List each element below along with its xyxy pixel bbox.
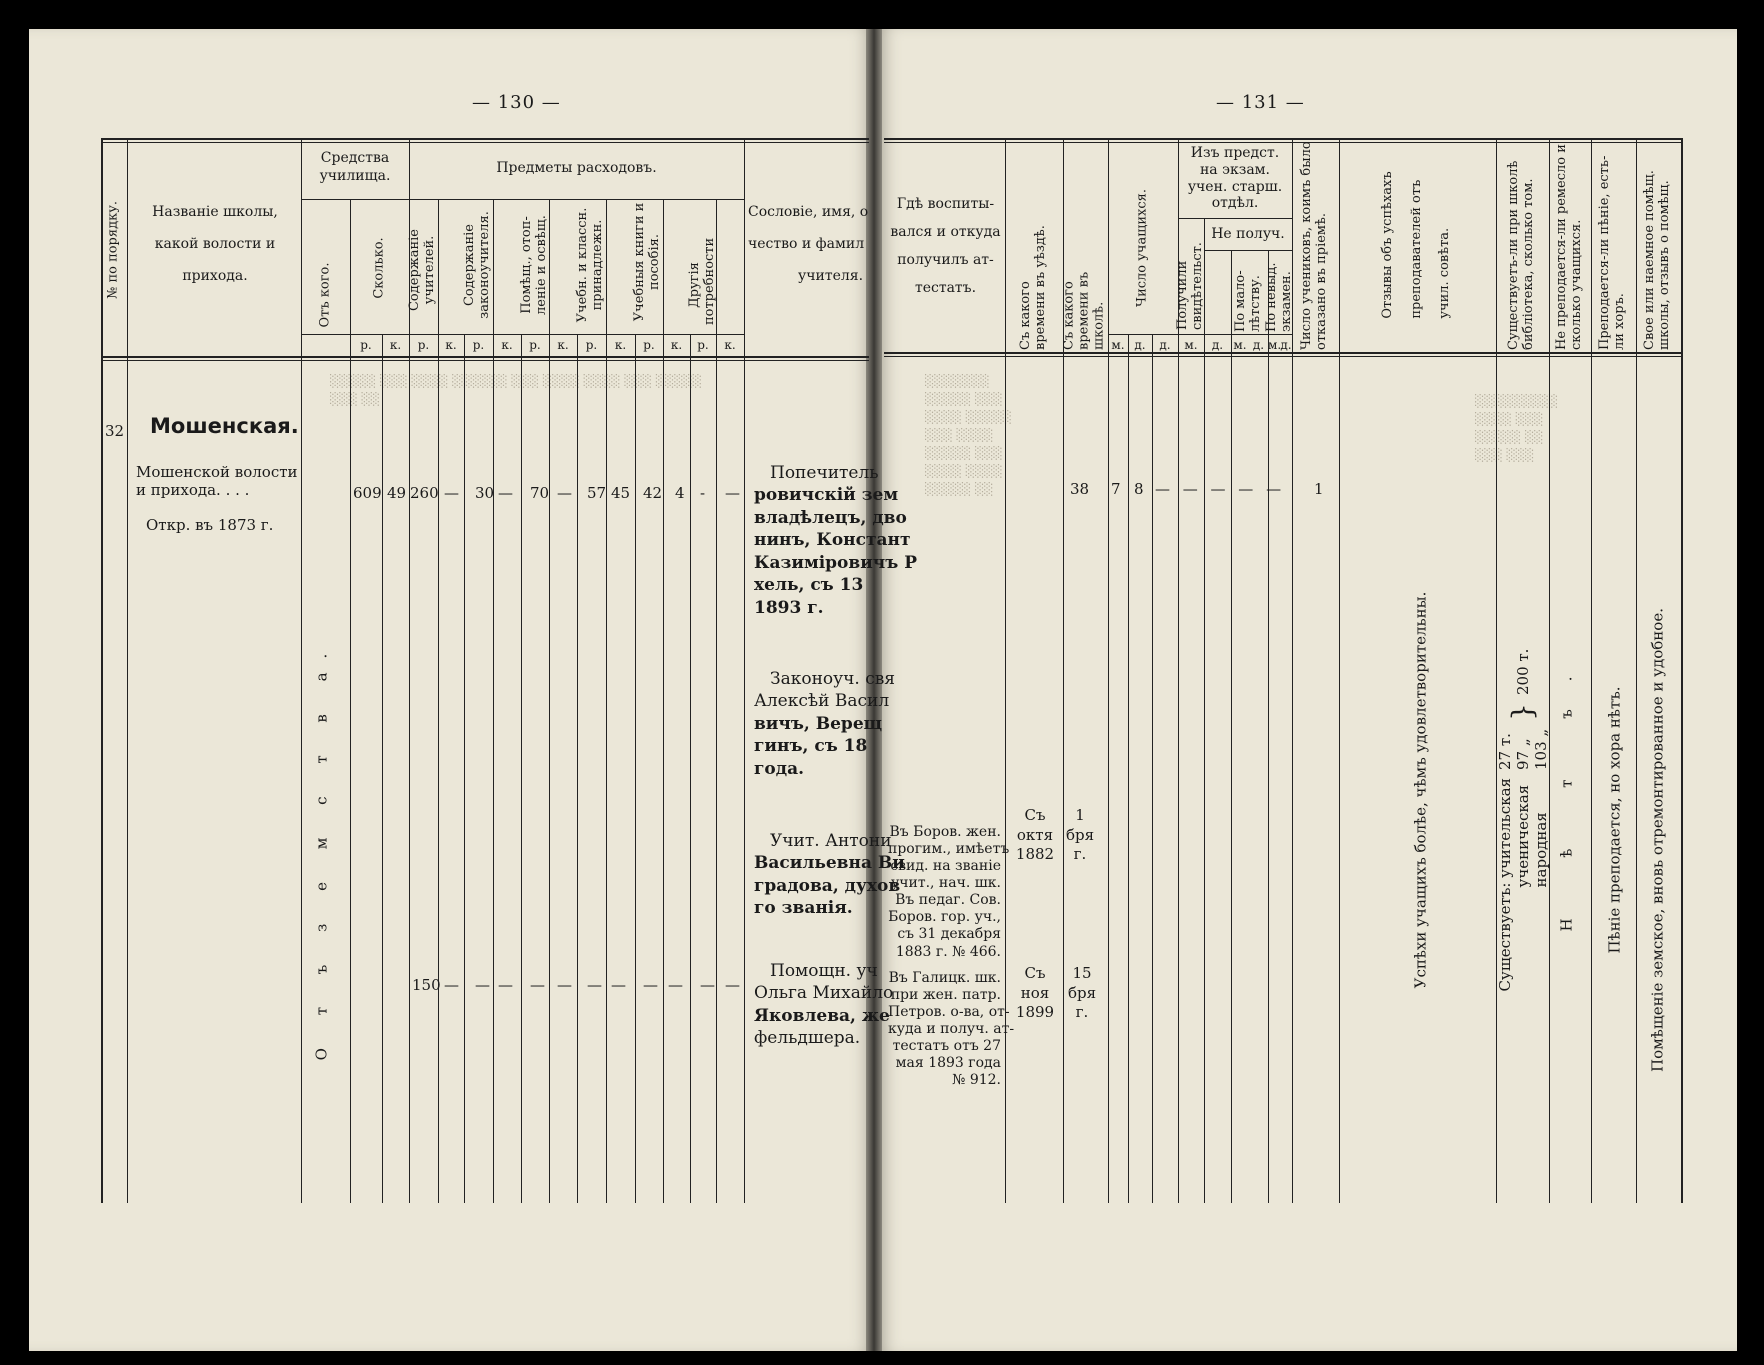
unit-rubles: р.	[472, 338, 485, 352]
law-kopecks: —	[498, 484, 513, 502]
second-row-dash: —	[587, 976, 602, 994]
header-premises: Свое или наемное помѣщ. школы, отзывъ о помѣщ.	[1642, 170, 1672, 350]
page-number-left: — 130 —	[472, 92, 561, 113]
class-kopecks: 45	[611, 484, 631, 502]
books-rubles: 42	[643, 484, 663, 502]
header-exp-teachers: Содержаніе учителей.	[407, 228, 437, 312]
header-not-got: Не получ.	[1211, 226, 1285, 242]
school-opened: Откр. въ 1873 г.	[146, 516, 274, 534]
unit-rubles: р.	[697, 338, 709, 352]
assistant-since-cont: 15 бря г.	[1068, 964, 1097, 1021]
header-singing: Преподается-ли пѣніе, есть-ли хоръ.	[1597, 155, 1627, 350]
unit-female: д.	[1252, 338, 1265, 352]
unit-kopecks: к.	[445, 338, 457, 352]
second-row-dash: —	[475, 976, 490, 994]
teacher-entry: Учит. Антони Васильевна Ви градова, духов го званія.	[754, 831, 905, 919]
unit-male: м.	[1268, 338, 1282, 352]
singing-text: Пѣніе преподается, но хора нѣтъ.	[1605, 686, 1624, 954]
header-expenses: Предметы расходовъ.	[496, 160, 657, 176]
unit-male: м.	[1111, 338, 1125, 352]
craft-text: Н ѣ т ъ.	[1557, 648, 1576, 932]
exam-dashes: — — — — —	[1155, 480, 1286, 498]
header-exp-law: Содержаніе законоучителя.	[462, 211, 492, 319]
trustee-entry: Попечитель ровичскій зем владѣлецъ, дво нинъ, Констант Казиміровичъ Р хель, съ 13 1893 г.	[754, 463, 917, 618]
premises-text: Помѣщеніе земское, вновь отремонтированное и удобное.	[1648, 608, 1667, 1072]
second-row-dash: —	[444, 976, 459, 994]
teacher-column	[746, 360, 917, 1190]
unit-rubles: р.	[529, 338, 541, 352]
unit-female: д.	[1134, 338, 1146, 352]
second-teachers-rubles: 150	[412, 976, 441, 994]
class-rubles: 57	[587, 484, 607, 502]
header-funds: Средства училища.	[319, 150, 391, 184]
second-row-dash: —	[700, 976, 715, 994]
bleed-through-text: ░░░░░ ░░░ ░░░░ ░░░░░░ ░░░ ░░░░ ░░░░ ░░░ ░░░░░ ░░░ ░░	[330, 374, 702, 406]
unit-kopecks: к.	[389, 338, 402, 352]
header-teacher: Сословіе, имя, о чество и фамил учителя.	[748, 204, 869, 285]
funds-source: О т ъ з е м с т в а.	[312, 639, 331, 1061]
second-row-dash: —	[611, 976, 626, 994]
books-kopecks: 4	[675, 484, 685, 502]
header-got-certificate: Получили свидѣтельст.	[1175, 242, 1205, 330]
bleed-through-text: ░░░░░░░░░ ░░░░ ░░░ ░░░░░ ░░ ░░░ ░░░	[1475, 394, 1559, 462]
header-exp-other: Другія потребности	[687, 237, 717, 325]
teachers-kopecks: —	[444, 484, 459, 502]
header-library: Существуетъ-ли при школѣ библіотека, сколько том.	[1506, 160, 1536, 350]
assistant-entry: Помощн. уч Ольга Михайло Яковлева, же фельдшера.	[754, 961, 894, 1049]
second-row-dash: —	[530, 976, 545, 994]
unit-rubles: р.	[360, 338, 372, 352]
law-teacher-entry: Законоуч. свя Алексѣй Васил вичъ, Верещ гинъ, съ 18 года.	[754, 669, 896, 779]
header-number: № по порядку.	[105, 201, 121, 299]
unit-male: м.	[1184, 338, 1198, 352]
unit-female: д.	[1211, 338, 1224, 352]
unit-kopecks: к.	[724, 338, 736, 352]
assistant-since: Съ ноя 1899	[1015, 964, 1055, 1021]
page-number-right: — 131 —	[1216, 92, 1305, 113]
premises-kopecks: —	[557, 484, 572, 502]
other-rubles: -	[700, 484, 706, 502]
second-row-dash: —	[725, 976, 740, 994]
school-name: Мошенская.	[150, 414, 299, 438]
header-absent: По невыд. экзамен.	[1264, 262, 1294, 332]
unit-rubles: р.	[585, 338, 598, 352]
unit-female: д.	[1159, 338, 1171, 352]
header-educated: Гдѣ воспиты- вался и откуда получилъ ат- тестатъ.	[890, 196, 1001, 296]
review-text: Успѣхи учащихъ болѣе, чѣмъ удовлетворительны.	[1411, 591, 1430, 989]
unit-kopecks: к.	[557, 338, 569, 352]
header-exp-class: Учебн. и классн. принадлежн.	[575, 207, 605, 323]
header-funds-from: Отъ кого.	[317, 262, 333, 328]
header-pupils: Число учащихся.	[1134, 189, 1150, 307]
school-volost: Мошенской волости и прихода. . . .	[136, 463, 298, 500]
teachers-rubles: 260	[410, 484, 439, 502]
funds-kopecks: 49	[387, 484, 407, 502]
header-minor: По мало- лѣтству.	[1233, 270, 1263, 332]
second-row-dash: —	[668, 976, 683, 994]
unit-kopecks: к.	[501, 338, 513, 352]
premises-rubles: 70	[530, 484, 550, 502]
pupils-male: 38	[1070, 480, 1090, 498]
row-number: 32	[105, 422, 125, 440]
assistant-education: Въ Галицк. шк. при жен. патр. Петров. о-ва, от- куда и получ. ат- тестатъ отъ 27 мая 1893 года № 912.	[888, 970, 1015, 1089]
law-rubles: 30	[475, 484, 495, 502]
unit-rubles: р.	[417, 338, 430, 352]
unit-male: м.	[1233, 338, 1247, 352]
header-reviews: Отзывы объ успѣхахъ преподавателей отъ учил. совѣта.	[1380, 171, 1453, 319]
teacher-education: Въ Боров. жен. прогим., имѣетъ свид. на званіе учит., нач. шк. Въ педаг. Сов. Боров. гор. уч., съ 31 декабря 1883 г. № 466.	[888, 824, 1010, 960]
second-row-dash: —	[498, 976, 513, 994]
bleed-through-text: ░░░░░░░ ░░░░░ ░░░ ░░░░ ░░░░░ ░░░ ░░░░ ░░░░░ ░░░ ░░░░ ░░░░ ░░░░░ ░░	[925, 374, 1012, 496]
unit-rubles: р.	[643, 338, 655, 352]
unit-female: д.	[1280, 338, 1292, 352]
header-exam: Изъ предст. на экзам. учен. старш. отдѣл.	[1187, 145, 1283, 212]
teacher-since-cont: 1 бря г.	[1066, 806, 1095, 863]
pupils-female: 7	[1111, 480, 1121, 498]
header-since-school: Съ какого времени въ школѣ.	[1061, 271, 1107, 350]
unit-kopecks: к.	[614, 338, 627, 352]
unit-kopecks: к.	[670, 338, 683, 352]
funds-rubles: 609	[353, 484, 382, 502]
header-since-county: Съ какого времени въ уѣздѣ.	[1018, 225, 1048, 350]
header-funds-amount: Сколько.	[371, 237, 387, 299]
refused-count: 1	[1314, 480, 1324, 498]
certificates-male: 8	[1134, 480, 1144, 498]
header-school-name: Названіе школы, какой волости и прихода.	[152, 204, 278, 285]
header-exp-premises: Помѣщ., отоп- леніе и освѣщ.	[519, 215, 549, 315]
header-refused: Число учениковъ, коимъ было отказано въ пріемѣ.	[1299, 141, 1329, 350]
header-craft: Не преподается-ли ремесло и сколько учащихся.	[1554, 144, 1584, 350]
second-row-dash: —	[643, 976, 658, 994]
header-exp-books: Учебныя книги и пособія.	[632, 202, 662, 322]
teacher-since: Съ октя 1882	[1015, 806, 1055, 863]
second-row-dash: —	[557, 976, 572, 994]
other-kopecks: —	[725, 484, 740, 502]
